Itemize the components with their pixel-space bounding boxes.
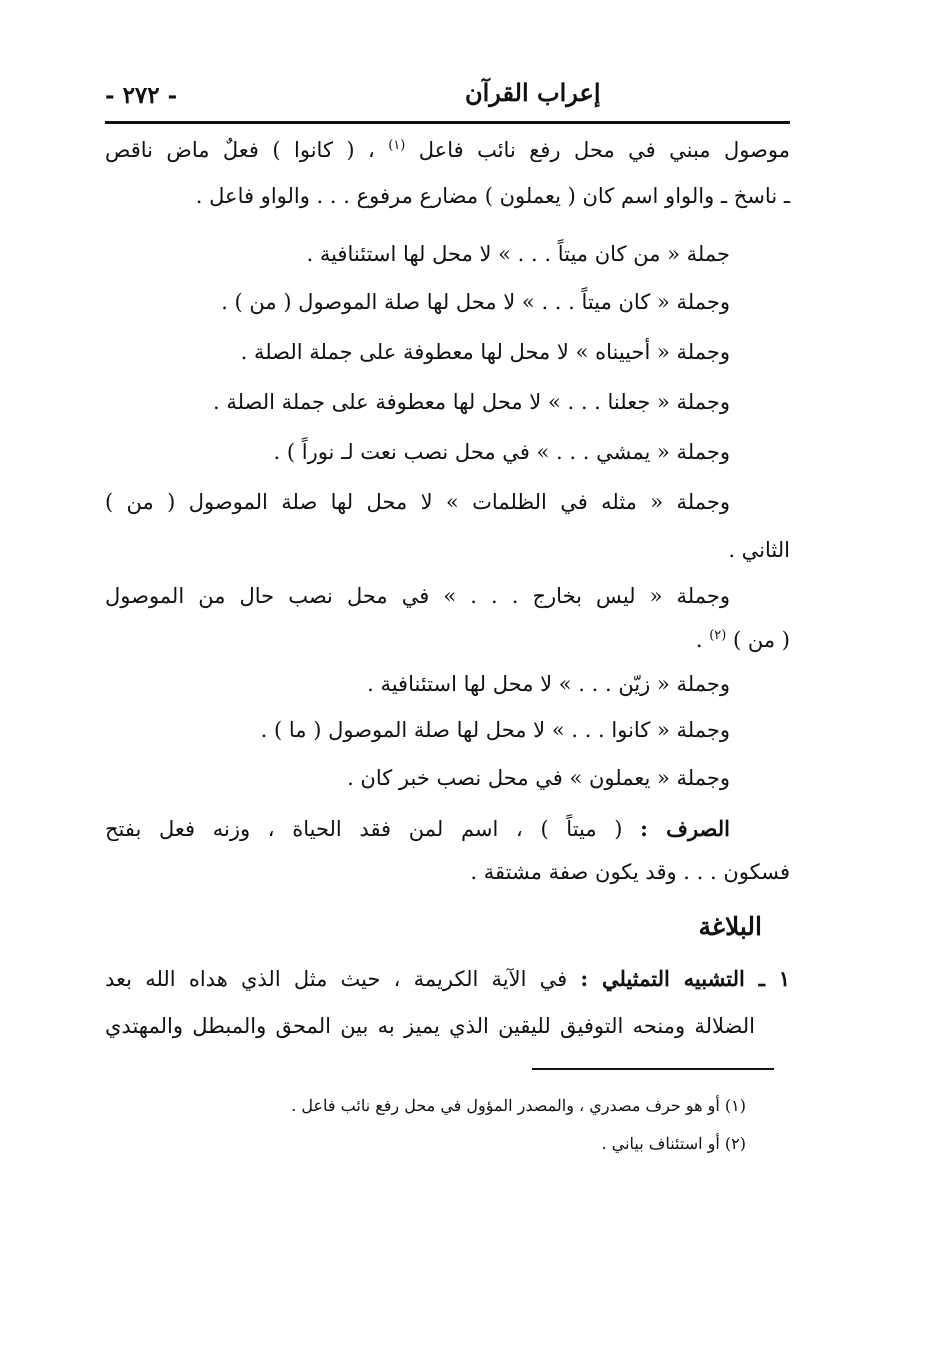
book-title: إعراب القرآن bbox=[465, 78, 601, 107]
text-line: وجملة « يعملون » في محل نصب خبر كان . bbox=[347, 766, 730, 790]
text-line: الثاني . bbox=[728, 538, 790, 562]
text-line: وجملة « ليس بخارج . . . » في محل نصب حال من الموصول bbox=[105, 584, 730, 608]
text-line bbox=[696, 628, 790, 652]
text-segment: . bbox=[695, 628, 703, 652]
item-label: ١ ـ التشبيه التمثيلي : bbox=[580, 966, 790, 991]
text-segment: في الآية الكريمة ، حيث مثل الذي هداه الله بعد bbox=[105, 967, 568, 991]
text-segment: ـ ناسخ ـ والواو اسم كان ( يعملون ) مضارع مرفوع . . . والواو فاعل . bbox=[195, 184, 790, 208]
text-line: جملة « من كان ميتاً . . . » لا محل لها استئنافية . bbox=[306, 242, 730, 266]
text-line: الضلالة ومنحه التوفيق لليقين الذي يميز به بين المحق والمبطل والمهتدي bbox=[105, 1014, 755, 1038]
text-line bbox=[196, 184, 790, 208]
page-header bbox=[105, 70, 790, 122]
text-line: وجملة « جعلنا . . . » لا محل لها معطوفة على جملة الصلة . bbox=[212, 390, 730, 414]
text-line: وجملة « كانوا . . . » لا محل لها صلة الموصول ( ما ) . bbox=[260, 718, 730, 742]
text-segment: ( من ) bbox=[733, 628, 790, 652]
page-number: - ٢٧٢ - bbox=[105, 82, 178, 109]
text-line: وجملة « يمشي . . . » في محل نصب نعت لـ نوراً ) . bbox=[273, 440, 730, 464]
text-line bbox=[105, 966, 790, 991]
footnote-marker: (١) bbox=[388, 138, 406, 153]
footnote: (٢) أو استئناف بياني . bbox=[601, 1134, 746, 1153]
footnote-marker: (٢) bbox=[709, 628, 727, 643]
text-segment: موصول مبني في محل رفع نائب فاعل bbox=[418, 138, 790, 162]
text-line: وجملة « زيّن . . . » لا محل لها استئنافية . bbox=[367, 672, 730, 696]
text-line bbox=[105, 138, 790, 162]
text-line: وجملة « مثله في الظلمات » لا محل لها صلة الموصول ( من ) bbox=[105, 490, 730, 514]
text-segment: ، ( كانوا ) فعلٌ ماض ناقص bbox=[105, 138, 375, 162]
section-label: الصرف : bbox=[640, 816, 730, 841]
section-heading: البلاغة bbox=[698, 912, 762, 941]
text-line: وجملة « كان ميتاً . . . » لا محل لها صلة الموصول ( من ) . bbox=[221, 290, 730, 314]
text-line bbox=[105, 816, 730, 841]
text-segment: ( ميتاً ) ، اسم لمن فقد الحياة ، وزنه فعل بفتح bbox=[105, 817, 623, 841]
text-line: وجملة « أحييناه » لا محل لها معطوفة على جملة الصلة . bbox=[240, 340, 730, 364]
footnote: (١) أو هو حرف مصدري ، والمصدر المؤول في محل رفع نائب فاعل . bbox=[291, 1096, 746, 1115]
text-line: فسكون . . . وقد يكون صفة مشتقة . bbox=[470, 860, 790, 884]
footnote-rule bbox=[532, 1068, 774, 1070]
header-rule bbox=[105, 121, 790, 124]
